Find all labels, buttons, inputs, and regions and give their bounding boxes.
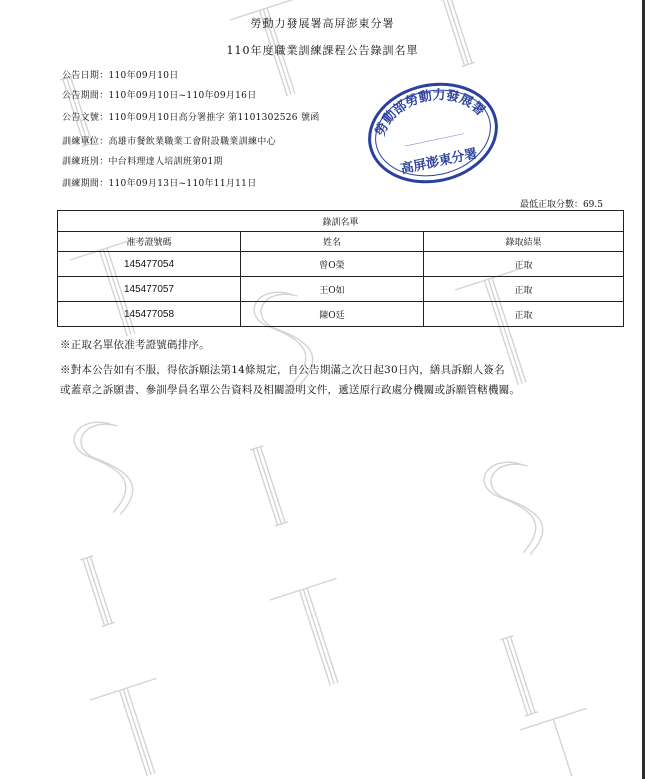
page-title: 110年度職業訓練課程公告錄訓名單 [226, 44, 419, 57]
table-header-row [58, 232, 624, 252]
doc-number: 公告文號：110年09月10日高分署推字 第1101302526 號函 [62, 113, 320, 123]
appeal-note-line2: 或蓋章之訴願書、參訓學員名單公告資料及相關證明文件，遞送原行政處分機關或訴願管轄機關。 [60, 384, 521, 396]
seal-bottom-text: 高屏澎東分署 [399, 146, 479, 178]
table-row [58, 277, 624, 302]
header-exam-number: 准考證號碼 [58, 232, 241, 252]
table-row [58, 252, 624, 277]
table-caption: 錄訓名單 [58, 211, 624, 232]
training-unit: 訓練單位：高雄市餐飲業職業工會附設職業訓練中心 [62, 137, 276, 147]
cell-name: 曾O榮 [241, 252, 424, 277]
cell-name: 王O如 [241, 277, 424, 302]
cell-exam-number: 145477057 [58, 277, 241, 302]
header-result: 錄取結果 [424, 232, 624, 252]
cell-exam-number: 145477054 [58, 252, 241, 277]
cell-result: 正取 [424, 252, 624, 277]
cell-exam-number: 145477058 [58, 302, 241, 327]
announce-period: 公告期間：110年09月10日~110年09月16日 [62, 91, 257, 101]
appeal-note-line1: ※對本公告如有不服，得依訴願法第14條規定，自公告期滿之次日起30日內，繕具訴願人簽名 [60, 364, 505, 376]
table-caption-row [58, 211, 624, 232]
cell-result: 正取 [424, 277, 624, 302]
cell-result: 正取 [424, 302, 624, 327]
minimum-score: 最低正取分數：69.5 [519, 200, 603, 210]
class-name: 訓練班別：中台料理達人培訓班第01期 [62, 157, 223, 167]
sort-note: ※正取名單依准考證號碼排序。 [60, 339, 210, 351]
seal-top-text: 勞動部勞動力發展署 [373, 88, 488, 139]
official-seal [363, 78, 503, 188]
announce-date: 公告日期：110年09月10日 [62, 71, 179, 81]
training-period: 訓練期間：110年09月13日~110年11月11日 [62, 179, 257, 189]
svg-text:勞動部勞動力發展署 [366, 78, 490, 141]
table-row [58, 302, 624, 327]
cell-name: 陳O廷 [241, 302, 424, 327]
admission-table [57, 210, 624, 327]
header-name: 姓名 [241, 232, 424, 252]
org-title: 勞動力發展署高屏澎東分署 [250, 17, 395, 30]
